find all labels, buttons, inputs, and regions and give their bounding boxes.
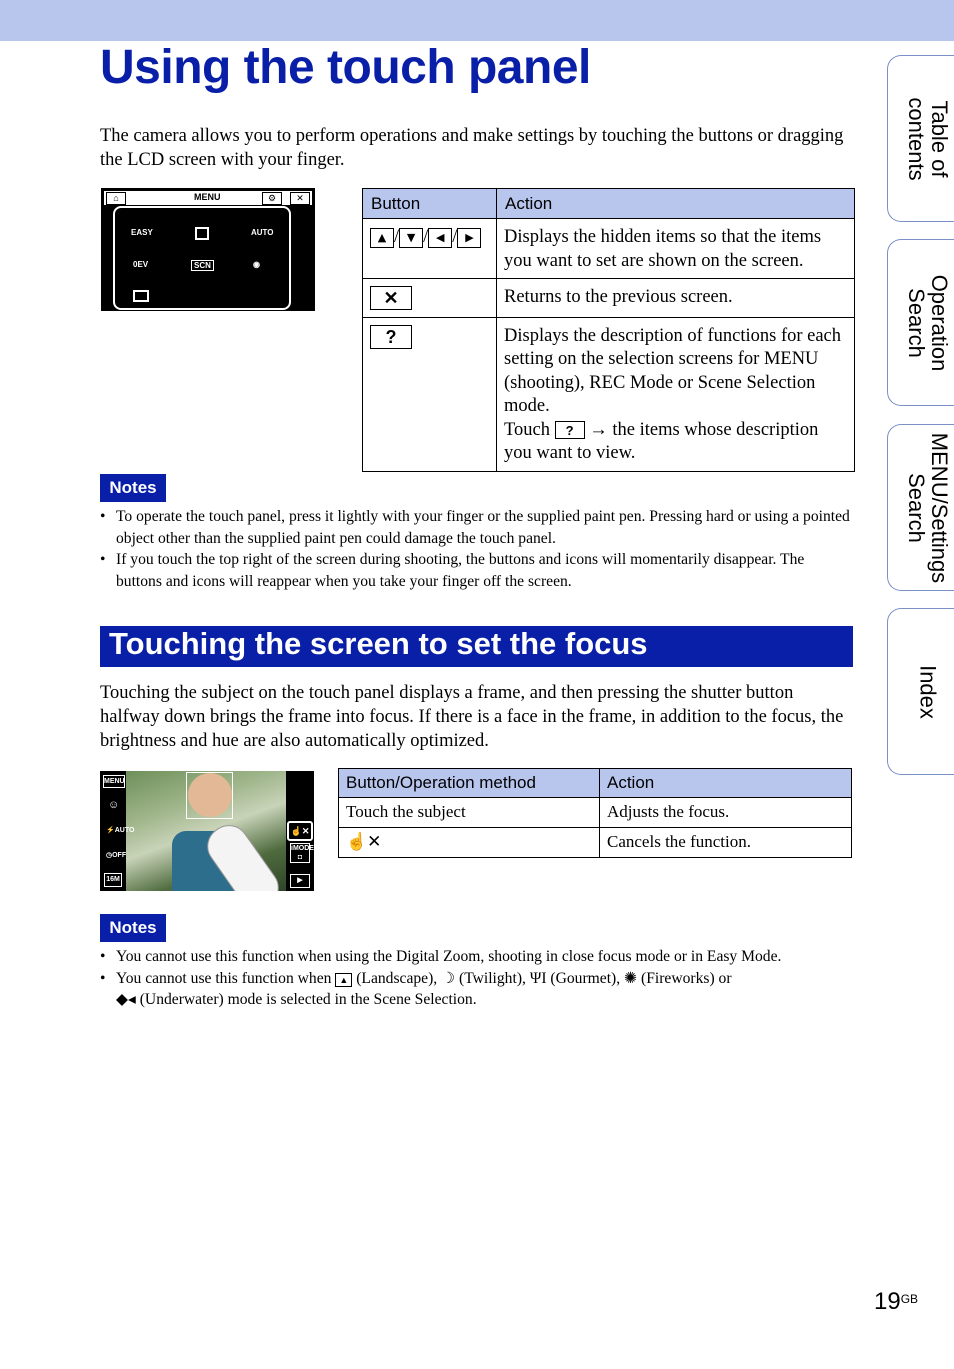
arrow-buttons-cell: ▲ / ▼ / ◀ / ▶	[363, 219, 497, 279]
list-item: • If you touch the top right of the screen during shooting, the buttons and icons will momentarily disappear. The buttons and icons will reappear when you take your finger off the screen.	[100, 549, 850, 592]
tab-index[interactable]	[887, 608, 954, 775]
playback-icon: ▶	[290, 874, 310, 888]
table-cell-method: Touch the subject	[339, 798, 600, 828]
fireworks-icon: ✺	[624, 969, 638, 987]
help-icon: ?	[370, 325, 412, 349]
cancel-touch-icon: ☝✕	[287, 821, 313, 841]
camera-home-icon: ⌂	[106, 192, 126, 205]
tab-label: MENU/Settings Search	[904, 432, 952, 583]
camera-close-icon: ✕	[290, 192, 310, 205]
tab-table-of-contents[interactable]	[887, 55, 954, 222]
list-item: • To operate the touch panel, press it lightly with your finger or the supplied paint pen. Pressing hard or using a pointed object other than the supplied paint pen could damage the touch panel.	[100, 506, 850, 549]
table-cell-action: Displays the description of functions for each setting on the selection screens for MENU (shooting), REC Mode or Scene Selection mode. Touch ? → the items whose description you want to view.	[497, 317, 855, 471]
tab-label: Table of contents	[904, 96, 952, 181]
down-arrow-icon: ▼	[399, 228, 423, 248]
camera-ev-label: 0EV	[133, 260, 149, 269]
table-header-button: Button	[363, 189, 497, 219]
self-timer-icon: ◷OFF	[106, 852, 127, 859]
table-row	[339, 798, 852, 828]
camera-menu-label: MENU	[194, 192, 221, 202]
flash-auto-icon: ⚡AUTO	[106, 827, 135, 834]
page-title: Using the touch panel	[100, 41, 591, 94]
camera-face-auto-icon: ◉	[253, 260, 260, 269]
right-arrow-icon: ▶	[457, 228, 481, 248]
close-icon: ✕	[370, 286, 412, 310]
section-heading-bar	[100, 626, 853, 667]
tab-label: Operation Search	[904, 274, 952, 371]
camera-easy-label: EASY	[131, 228, 153, 237]
help-button-cell	[363, 317, 497, 471]
list-item: • You cannot use this function when ▲ (Landscape), ☽ (Twilight), ΨΙ (Gourmet), ✺ (Fireworks) or ◆◂ (Underwater) mode is selected in the Scene Selection.	[100, 968, 850, 1011]
gourmet-icon: ΨΙ	[529, 969, 547, 987]
camera-menu-scrollbar	[291, 210, 311, 306]
camera-grid-icon	[133, 290, 149, 302]
table-cell-action: Returns to the previous screen.	[497, 279, 855, 318]
camera-focus-screenshot	[100, 771, 314, 891]
table-cell-action: Displays the hidden items so that the items you want to set are shown on the screen.	[497, 219, 855, 279]
camera-scn-label: SCN	[191, 260, 214, 271]
table-header-action: Action	[600, 769, 852, 798]
table-header-action: Action	[497, 189, 855, 219]
underwater-icon: ◆◂	[116, 991, 136, 1008]
tab-label: Index	[915, 664, 941, 719]
table-cell-action: Adjusts the focus.	[600, 798, 852, 828]
cancel-touch-icon: ☝✕	[339, 828, 600, 858]
camera-menu-bar	[104, 191, 312, 205]
image-size-icon: 16M	[104, 873, 122, 887]
table-row	[363, 279, 855, 318]
table-row	[363, 219, 855, 279]
table-header-method: Button/Operation method	[339, 769, 600, 798]
close-button-cell	[363, 279, 497, 318]
left-arrow-icon: ◀	[428, 228, 452, 248]
camera-auto-label: AUTO	[251, 228, 274, 237]
table-row	[363, 317, 855, 471]
rec-mode-icon: iMODE ◘	[291, 845, 314, 861]
tab-operation-search[interactable]	[887, 239, 954, 406]
focus-operation-table	[338, 768, 852, 858]
header-bar	[0, 0, 954, 41]
focus-frame	[186, 772, 233, 819]
camera-menu-screenshot	[101, 188, 315, 311]
button-action-table	[362, 188, 855, 472]
notes-list	[100, 506, 850, 592]
page-number: $19^{GB}$	[874, 1288, 919, 1315]
notes-label: Notes	[100, 914, 166, 942]
landscape-icon: ▲	[335, 973, 352, 987]
list-item: • You cannot use this function when using the Digital Zoom, shooting in close focus mode or in Easy Mode.	[100, 946, 850, 968]
table-cell-action: Cancels the function.	[600, 828, 852, 858]
notes-label: Notes	[100, 474, 166, 502]
tab-menu-settings-search[interactable]	[887, 424, 954, 591]
camera-still-icon	[195, 227, 209, 240]
camera-settings-icon: ⚙	[262, 192, 282, 205]
help-inline-icon: ?	[555, 421, 585, 439]
focus-paragraph: Touching the subject on the touch panel displays a frame, and then pressing the shutter button halfway down brings the frame into focus. If there is a face in the frame, in addition to the focus, the brightness and hue are also automatically optimized.	[100, 683, 844, 751]
twilight-icon: ☽	[441, 969, 456, 987]
notes-list	[100, 946, 850, 1011]
intro-paragraph: The camera allows you to perform operations and make settings by touching the buttons or dragging the LCD screen with your finger.	[100, 126, 844, 170]
camera-menu-icon: MENU	[103, 775, 125, 788]
section-heading: Touching the screen to set the focus	[109, 626, 648, 661]
smile-icon: ☺	[108, 799, 120, 811]
arrow-right-icon: →	[589, 419, 608, 440]
up-arrow-icon: ▲	[370, 228, 394, 248]
table-row	[339, 828, 852, 858]
